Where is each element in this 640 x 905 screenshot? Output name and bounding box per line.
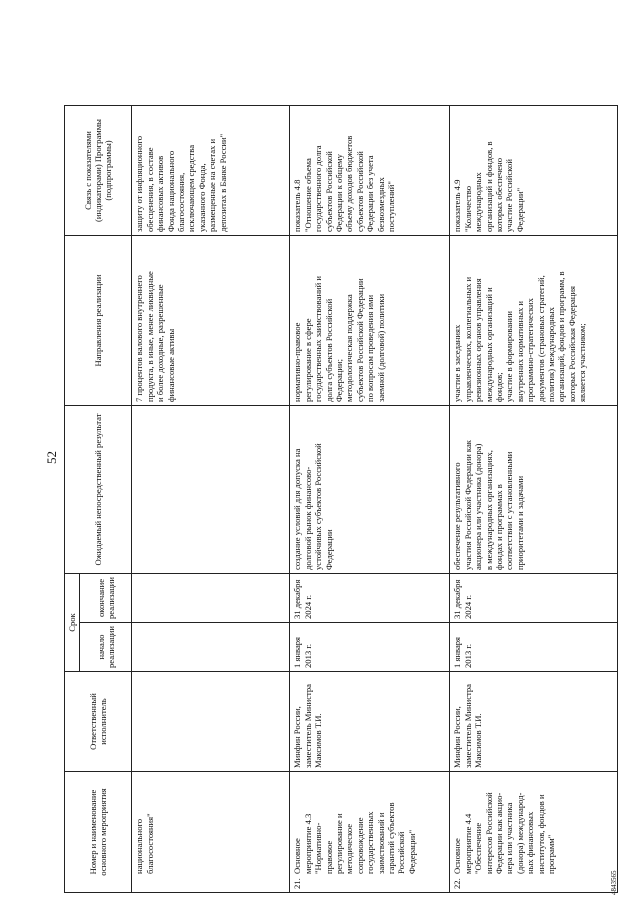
row-number: 21.: [292, 878, 303, 889]
header-measure: Номер и наименование основного мероприятия: [65, 772, 132, 893]
row-number: 22.: [452, 878, 463, 889]
header-term-start: начало реализации: [80, 623, 132, 672]
header-directions: Направления реализации: [65, 236, 132, 406]
measure-cell: [132, 772, 290, 893]
header-term: Срок: [65, 574, 80, 672]
indicators-cell: показатель 4.9 "Количество международных организаций и фондов, в которых обеспечено участие Российской Федерации": [450, 106, 618, 236]
header-result: Ожидаемый непосредственный результат: [65, 406, 132, 574]
header-term-end: окончание реализации: [80, 574, 132, 623]
start-cell: 1 января 2013 г.: [450, 623, 618, 672]
measure-cell: [450, 772, 618, 893]
table-row: [132, 106, 290, 893]
executor-cell: [132, 672, 290, 772]
end-cell: 31 декабря 2024 г.: [450, 574, 618, 623]
directions-cell: участие в заседаниях управленческих, коллегиальных и ревизионных органов управления международных организаций и фондов; участие в формировании внутренних нормативных и программно-стратегических документов (страновых стратегий, политик) международных организаций, фондов и программ, в которых Российская Федерация является участником;: [450, 236, 618, 406]
end-cell: [132, 574, 290, 623]
document-id: 4843565: [610, 870, 618, 895]
directions-cell: 7 процентов валового внутреннего продукта, в иные, менее ликвидные и более доходные, разрешенные финансовые активы: [132, 236, 290, 406]
indicators-cell: показатель 4.8 "Отношение объема государственного долга субъектов Российской Федерации к общему объему доходов бюджетов субъектов Российской Федерации без учета безвозмездных поступлений": [290, 106, 450, 236]
measure-name: национального благосостояния": [134, 813, 155, 874]
end-cell: 31 декабря 2024 г.: [290, 574, 450, 623]
measure-cell: [290, 772, 450, 893]
start-cell: 1 января 2013 г.: [290, 623, 450, 672]
directions-cell: нормативно-правовое регулирование в сфере государственных заимствований и долга субъектов Российской Федерации; методологическая поддержка субъектов Российской Федерации по вопросам проведения ими заемной (долговой) политики: [290, 236, 450, 406]
header-indicators: Связь с показателями (индикаторами) Программы (подпрограммы): [65, 106, 132, 236]
table-row: [290, 106, 450, 893]
table-row: [450, 106, 618, 893]
result-cell: создание условий для допуска на долговой рынок финансово- устойчивых субъектов Российской Федерации: [290, 406, 450, 574]
header-executor: Ответственный исполнитель: [65, 672, 132, 772]
start-cell: [132, 623, 290, 672]
result-cell: [132, 406, 290, 574]
measure-name: Основное мероприятие 4.4 "Обеспечение интересов Российской Федерации как акцио- нера или участника (донора) международ- ных финансовых институтов, фондов и программ": [452, 792, 557, 874]
executor-cell: Минфин России, заместитель Министра Максимов Т.И.: [450, 672, 618, 772]
executor-cell: Минфин России, заместитель Министра Максимов Т.И.: [290, 672, 450, 772]
indicators-cell: защиту от инфляционного обесценения, в составе финансовых активов Фонда национального благосостояния, исключающем средства указанного Фонда, размещенные на счетах и депозитах в Банке России": [132, 106, 290, 236]
result-cell: обеспечение результативного участия Российской Федерации как акционера или участника (донора) в международных организациях, фондах и программах в соответствии с установленными приоритетами и задачами: [450, 406, 618, 574]
program-measures-table: [64, 105, 618, 893]
measure-name: Основное мероприятие 4.3 "Нормативно- правовое регулирование и методическое сопровождение государственных заимствований и гарантий субъектов Российской Федерации": [292, 802, 417, 874]
page-number: 52: [44, 451, 59, 464]
